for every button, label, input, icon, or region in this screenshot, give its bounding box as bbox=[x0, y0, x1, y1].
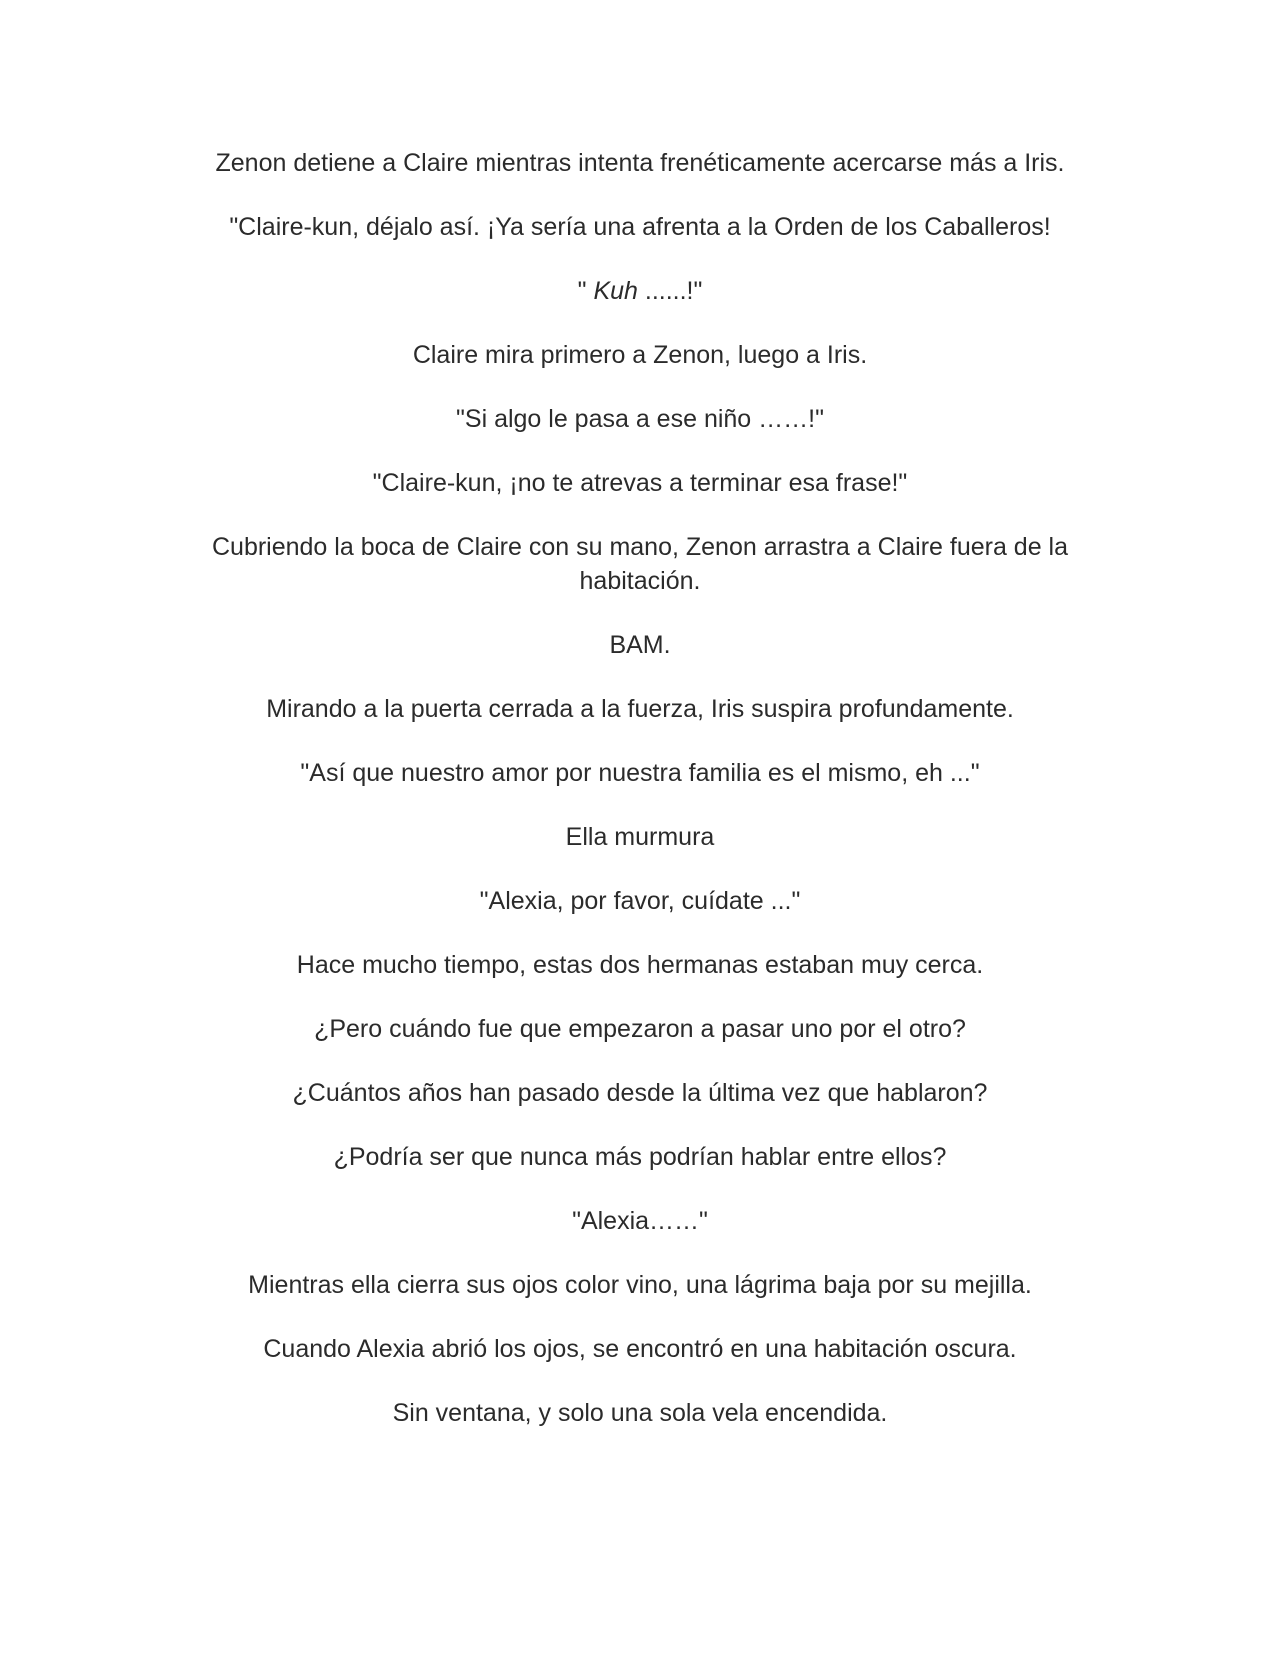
paragraph: ¿Cuántos años han pasado desde la última vez que hablaron? bbox=[292, 1079, 988, 1107]
paragraph: Cuando Alexia abrió los ojos, se encontró en una habitación oscura. bbox=[263, 1335, 1017, 1363]
paragraph-italic: Kuh bbox=[593, 277, 638, 305]
paragraph: "Alexia, por favor, cuídate ..." bbox=[479, 887, 801, 915]
paragraph: Cubriendo la boca de Claire con su mano, Zenon arrastra a Claire fuera de la habitación. bbox=[211, 533, 1069, 595]
paragraph-suffix: ......!" bbox=[637, 277, 703, 305]
paragraph: "Alexia……" bbox=[572, 1207, 708, 1235]
paragraph: ¿Podría ser que nunca más podrían hablar entre ellos? bbox=[333, 1143, 947, 1171]
paragraph: BAM. bbox=[609, 631, 671, 659]
paragraph: Ella murmura bbox=[565, 823, 715, 851]
paragraph: ¿Pero cuándo fue que empezaron a pasar uno por el otro? bbox=[314, 1015, 966, 1043]
paragraph: "Claire-kun, déjalo así. ¡Ya sería una afrenta a la Orden de los Caballeros! bbox=[229, 213, 1051, 241]
paragraph: Mientras ella cierra sus ojos color vino, una lágrima baja por su mejilla. bbox=[248, 1271, 1032, 1299]
paragraph: Sin ventana, y solo una sola vela encendida. bbox=[392, 1399, 888, 1427]
paragraph: Claire mira primero a Zenon, luego a Iris. bbox=[412, 341, 868, 369]
paragraph: "Claire-kun, ¡no te atrevas a terminar esa frase!" bbox=[372, 469, 908, 497]
paragraph: "Si algo le pasa a ese niño ……!" bbox=[456, 405, 824, 433]
paragraph: Hace mucho tiempo, estas dos hermanas estaban muy cerca. bbox=[296, 951, 984, 979]
paragraph-prefix: " bbox=[577, 277, 594, 305]
paragraph: Zenon detiene a Claire mientras intenta frenéticamente acercarse más a Iris. bbox=[215, 149, 1065, 177]
paragraph: "Así que nuestro amor por nuestra familia es el mismo, eh ..." bbox=[300, 759, 980, 787]
paragraph bbox=[180, 274, 1100, 308]
document-body bbox=[180, 146, 1100, 1460]
paragraph: Mirando a la puerta cerrada a la fuerza, Iris suspira profundamente. bbox=[266, 695, 1014, 723]
